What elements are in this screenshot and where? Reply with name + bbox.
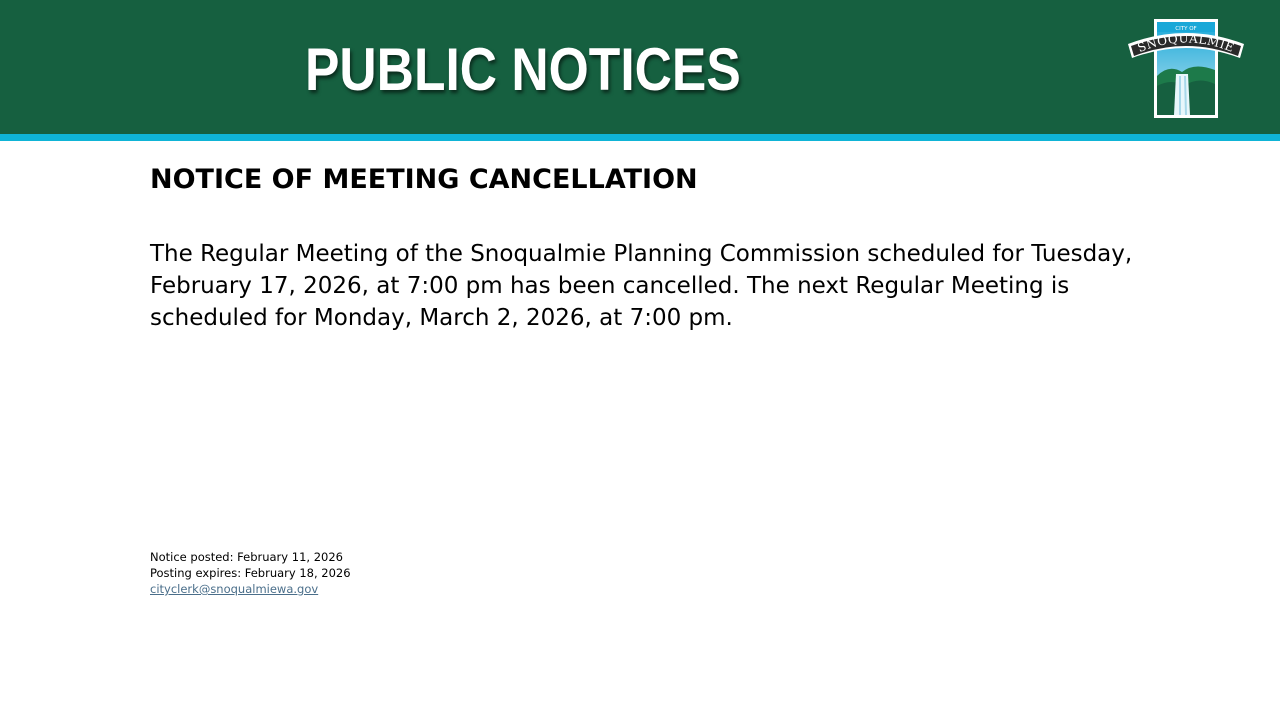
clerk-email-link[interactable]: cityclerk@snoqualmiewa.gov bbox=[150, 582, 319, 596]
logo-name-text: SNOQUALMIE bbox=[1135, 31, 1237, 56]
logo-top-text: CITY OF bbox=[1175, 26, 1197, 32]
notice-footer bbox=[150, 549, 351, 597]
header-banner bbox=[0, 0, 1280, 134]
header-stripe bbox=[0, 134, 1280, 141]
notice-heading: NOTICE OF MEETING CANCELLATION bbox=[150, 164, 698, 195]
notice-expiry-date: Posting expires: February 18, 2026 bbox=[150, 566, 351, 580]
notice-posted-date: Notice posted: February 11, 2026 bbox=[150, 550, 343, 564]
city-logo bbox=[1124, 14, 1248, 122]
notice-body: The Regular Meeting of the Snoqualmie Planning Commission scheduled for Tuesday, February 17, 2026, at 7:00 pm has been cancelled. The next Regular Meeting is scheduled for Monday, March 2, 2026, at 7:00 pm. bbox=[150, 241, 1133, 331]
notice-content bbox=[150, 160, 1150, 334]
page-title: PUBLIC NOTICES bbox=[305, 36, 741, 103]
